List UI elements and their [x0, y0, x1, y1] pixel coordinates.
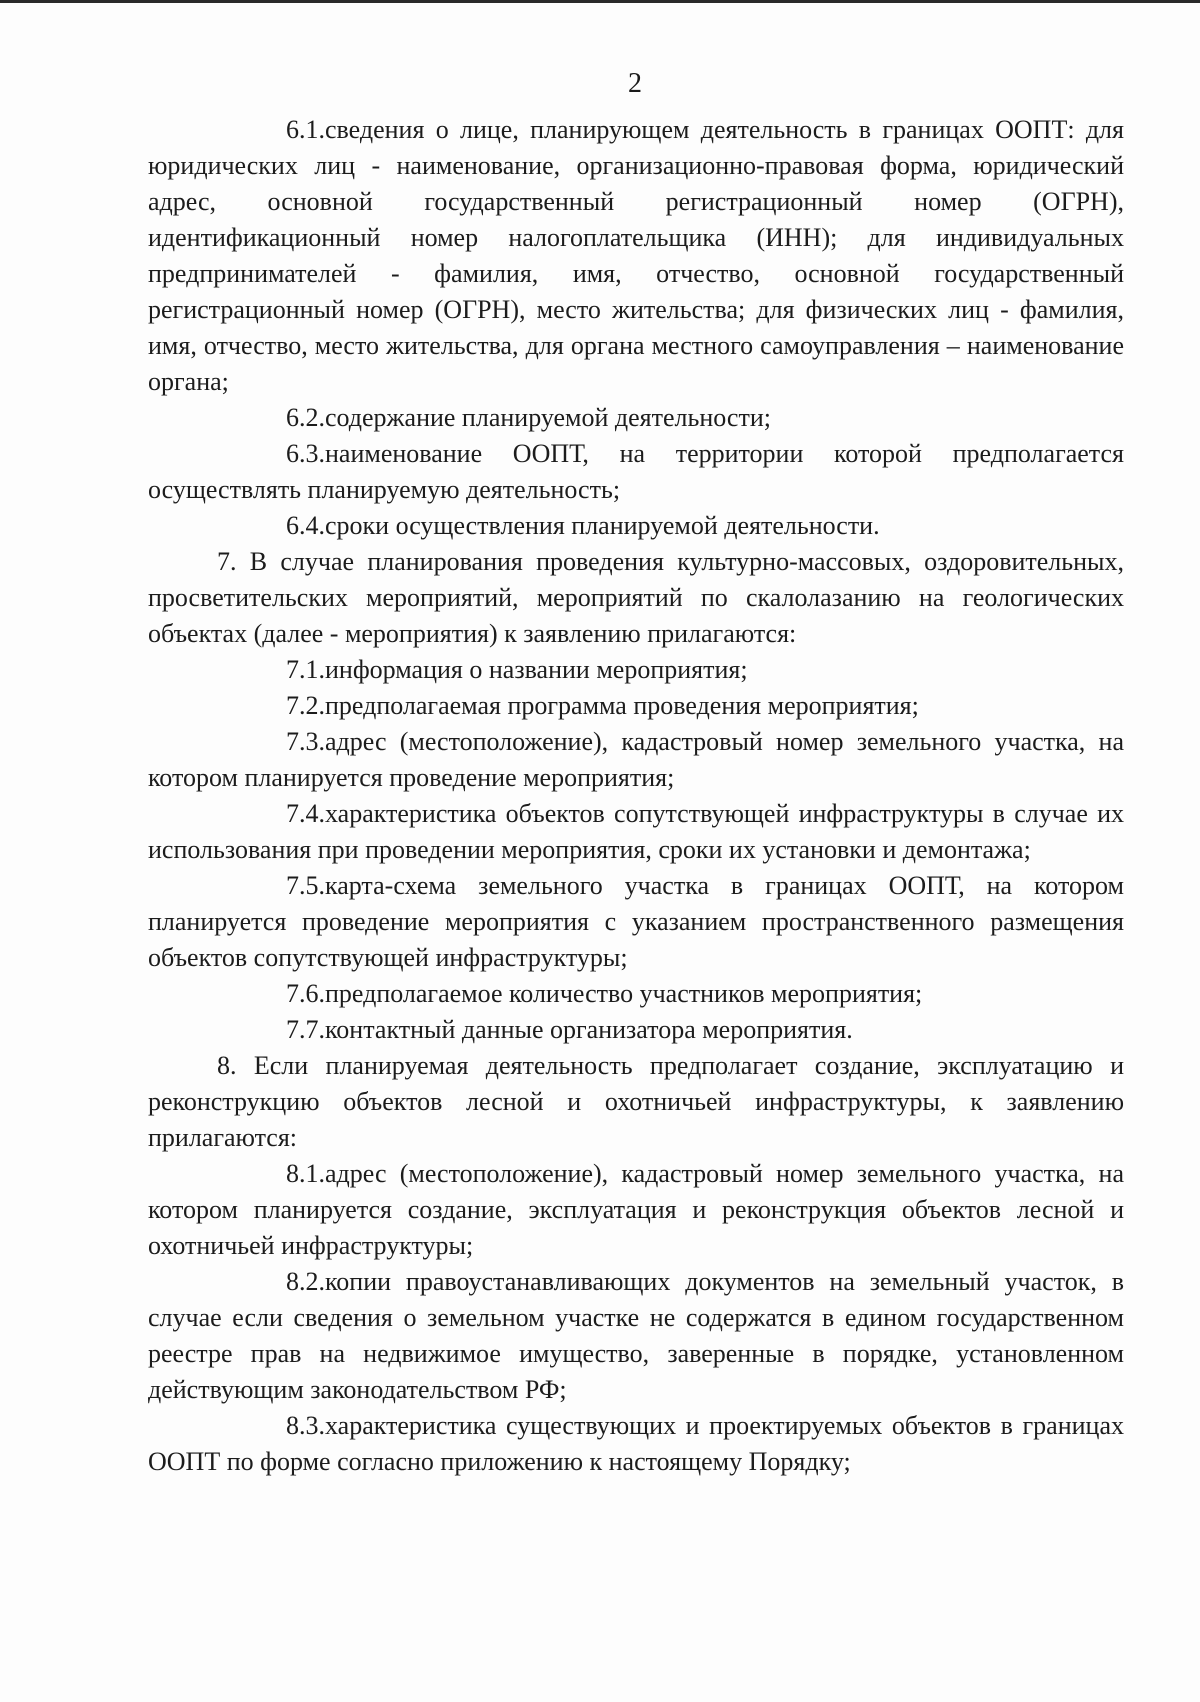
paragraph-8-3 [148, 1408, 1124, 1480]
paragraph-text: предполагаемое количество участников мероприятия; [325, 979, 923, 1008]
paragraph-7-4 [148, 796, 1124, 868]
paragraph-7 [148, 544, 1124, 652]
paragraph-number: 7.1. [286, 655, 325, 684]
paragraph-text: предполагаемая программа проведения мероприятия; [325, 691, 919, 720]
paragraph-text: адрес (местоположение), кадастровый номер земельного участка, на котором планируется проведение мероприятия; [148, 727, 1124, 792]
paragraph-text: содержание планируемой деятельности; [325, 403, 771, 432]
document-body [148, 112, 1124, 1480]
paragraph-text: характеристика существующих и проектируемых объектов в границах ООПТ по форме согласно приложению к настоящему Порядку; [148, 1411, 1124, 1476]
paragraph-number: 8. [217, 1051, 237, 1080]
paragraph-7-7 [148, 1012, 1124, 1048]
paragraph-number: 6.4. [286, 511, 325, 540]
page-top-edge [0, 0, 1200, 3]
paragraph-number: 8.2. [286, 1267, 325, 1296]
paragraph-8-2 [148, 1264, 1124, 1408]
paragraph-text: Если планируемая деятельность предполагает создание, эксплуатацию и реконструкцию объектов лесной и охотничьей инфраструктуры, к заявлению прилагаются: [148, 1051, 1124, 1152]
paragraph-7-5 [148, 868, 1124, 976]
paragraph-7-2 [148, 688, 1124, 724]
paragraph-number: 7.3. [286, 727, 325, 756]
paragraph-number: 8.1. [286, 1159, 325, 1188]
paragraph-text: В случае планирования проведения культурно-массовых, оздоровительных, просветительских мероприятий, мероприятий по скалолазанию на геологических объектах (далее - мероприятия) к заявлению прилагаются: [148, 547, 1125, 648]
paragraph-text: информация о названии мероприятия; [325, 655, 748, 684]
paragraph-text: характеристика объектов сопутствующей инфраструктуры в случае их использования при проведении мероприятия, сроки их установки и демонтажа; [148, 799, 1124, 864]
paragraph-number: 7.5. [286, 871, 325, 900]
paragraph-7-1 [148, 652, 1124, 688]
paragraph-number: 7.7. [286, 1015, 325, 1044]
paragraph-text: адрес (местоположение), кадастровый номер земельного участка, на котором планируется создание, эксплуатация и реконструкция объектов лесной и охотничьей инфраструктуры; [148, 1159, 1124, 1260]
page-number: 2 [628, 68, 642, 99]
paragraph-number: 7.2. [286, 691, 325, 720]
paragraph-text: наименование ООПТ, на территории которой предполагается осуществлять планируемую деятельность; [148, 439, 1124, 504]
paragraph-6-1 [148, 112, 1124, 400]
paragraph-number: 7.6. [286, 979, 325, 1008]
paragraph-7-3 [148, 724, 1124, 796]
paragraph-6-2 [148, 400, 1124, 436]
paragraph-8-1 [148, 1156, 1124, 1264]
paragraph-number: 6.2. [286, 403, 325, 432]
paragraph-number: 7.4. [286, 799, 325, 828]
paragraph-text: копии правоустанавливающих документов на земельный участок, в случае если сведения о земельном участке не содержатся в едином государственном реестре прав на недвижимое имущество, заверенные в порядке, установленном действующим законодательством РФ; [148, 1267, 1124, 1404]
paragraph-text: сроки осуществления планируемой деятельности. [325, 511, 880, 540]
paragraph-number: 6.3. [286, 439, 325, 468]
paragraph-number: 7. [217, 547, 237, 576]
paragraph-number: 6.1. [286, 115, 325, 144]
paragraph-8 [148, 1048, 1124, 1156]
paragraph-7-6 [148, 976, 1124, 1012]
paragraph-6-3 [148, 436, 1124, 508]
paragraph-text: сведения о лице, планирующем деятельность в границах ООПТ: для юридических лиц - наименование, организационно-правовая форма, юридический адрес, основной государственный регистрационный номер (ОГРН), идентификационный номер налогоплательщика (ИНН); для индивидуальных предпринимателей - фамилия, имя, отчество, основной государственный регистрационный номер (ОГРН), место жительства; для физических лиц - фамилия, имя, отчество, место жительства, для органа местного самоуправления – наименование органа; [148, 115, 1124, 396]
paragraph-6-4 [148, 508, 1124, 544]
paragraph-text: карта-схема земельного участка в границах ООПТ, на котором планируется проведение мероприятия с указанием пространственного размещения объектов сопутствующей инфраструктуры; [148, 871, 1124, 972]
paragraph-number: 8.3. [286, 1411, 325, 1440]
paragraph-text: контактный данные организатора мероприятия. [325, 1015, 853, 1044]
